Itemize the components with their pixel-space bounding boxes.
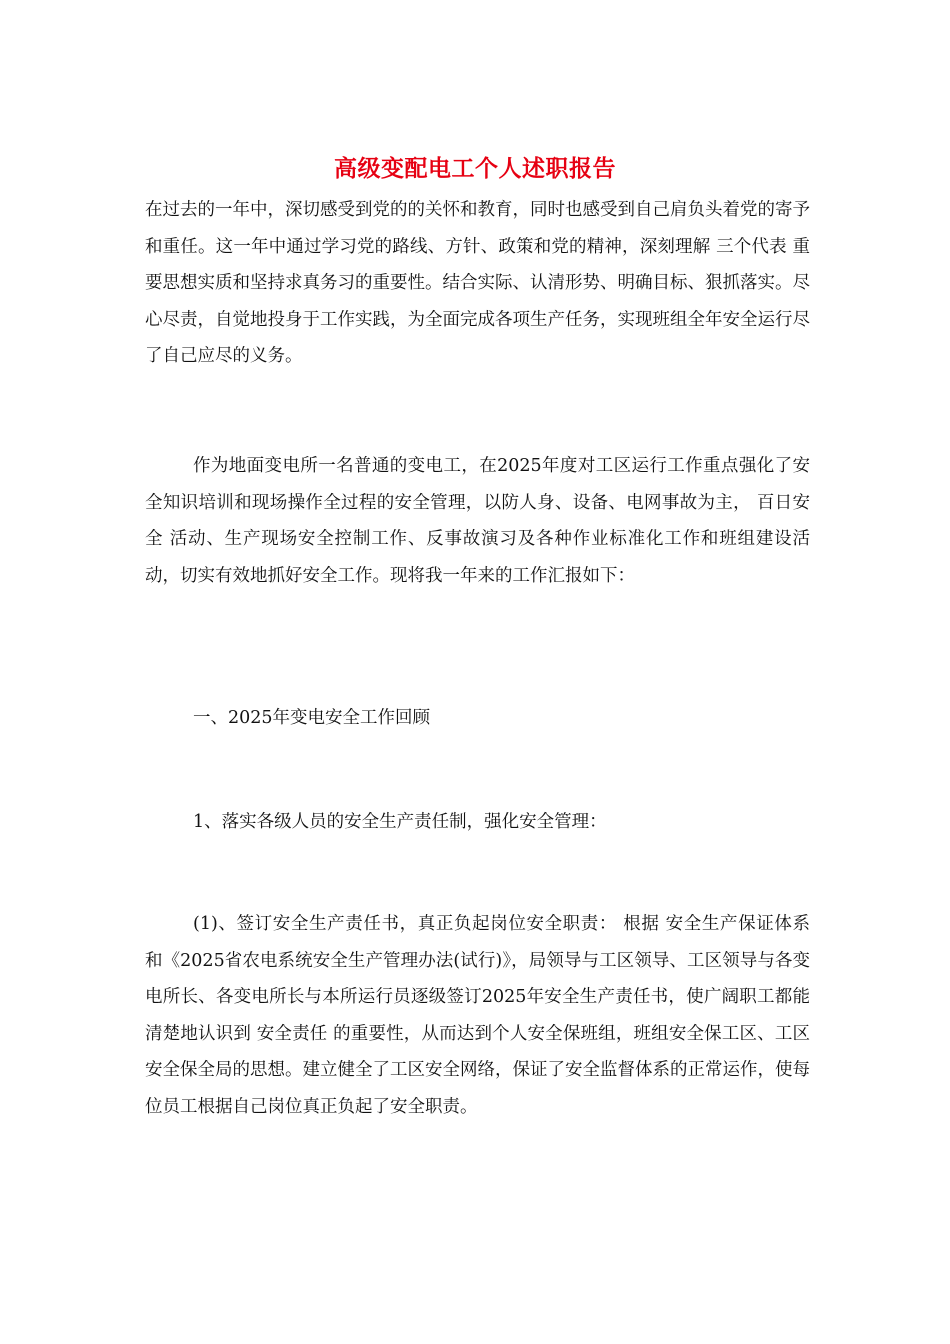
paragraph-overview: 作为地面变电所一名普通的变电工，在2025年度对工区运行工作重点强化了安全知识培训和现场操作全过程的安全管理，以防人身、设备、电网事故为主， 百日安全 活动、生产现场安全控制工作、反事故演习及各种作业标准化工作和班组建设活动，切实有效地抓好安全工作。现将我一年来的工作汇报如下： xyxy=(145,456,810,586)
subsection-heading-responsibility: 1、落实各级人员的安全生产责任制，强化安全管理： xyxy=(193,812,607,832)
document-title: 高级变配电工个人述职报告 xyxy=(334,155,616,182)
paragraph-intro: 在过去的一年中，深切感受到党的的关怀和教育，同时也感受到自己肩负头着党的寄予和重任。这一年中通过学习党的路线、方针、政策和党的精神，深刻理解 三个代表 重要思想实质和坚持求真务习的重要性。结合实际、认清形势、明确目标、狠抓落实。尽心尽责，自觉地投身于工作实践，为全面完成各项生产任务，实现班组全年安全运行尽了自己应尽的义务。 xyxy=(145,200,810,366)
section-heading-review: 一、2025年变电安全工作回顾 xyxy=(193,708,431,728)
paragraph-responsibility-letter: (1)、签订安全生产责任书，真正负起岗位安全职责： 根据 安全生产保证体系 和《2025省农电系统安全生产管理办法(试行)》，局领导与工区领导、工区领导与各变电所长、各变电所长与本所运行员逐级签订2025年安全生产责任书，使广阔职工都能清楚地认识到 安全责任 的重要性，从而达到个人安全保班组，班组安全保工区、工区安全保全局的思想。建立健全了工区安全网络，保证了安全监督体系的正常运作，使每位员工根据自己岗位真正负起了安全职责。 xyxy=(145,914,810,1117)
